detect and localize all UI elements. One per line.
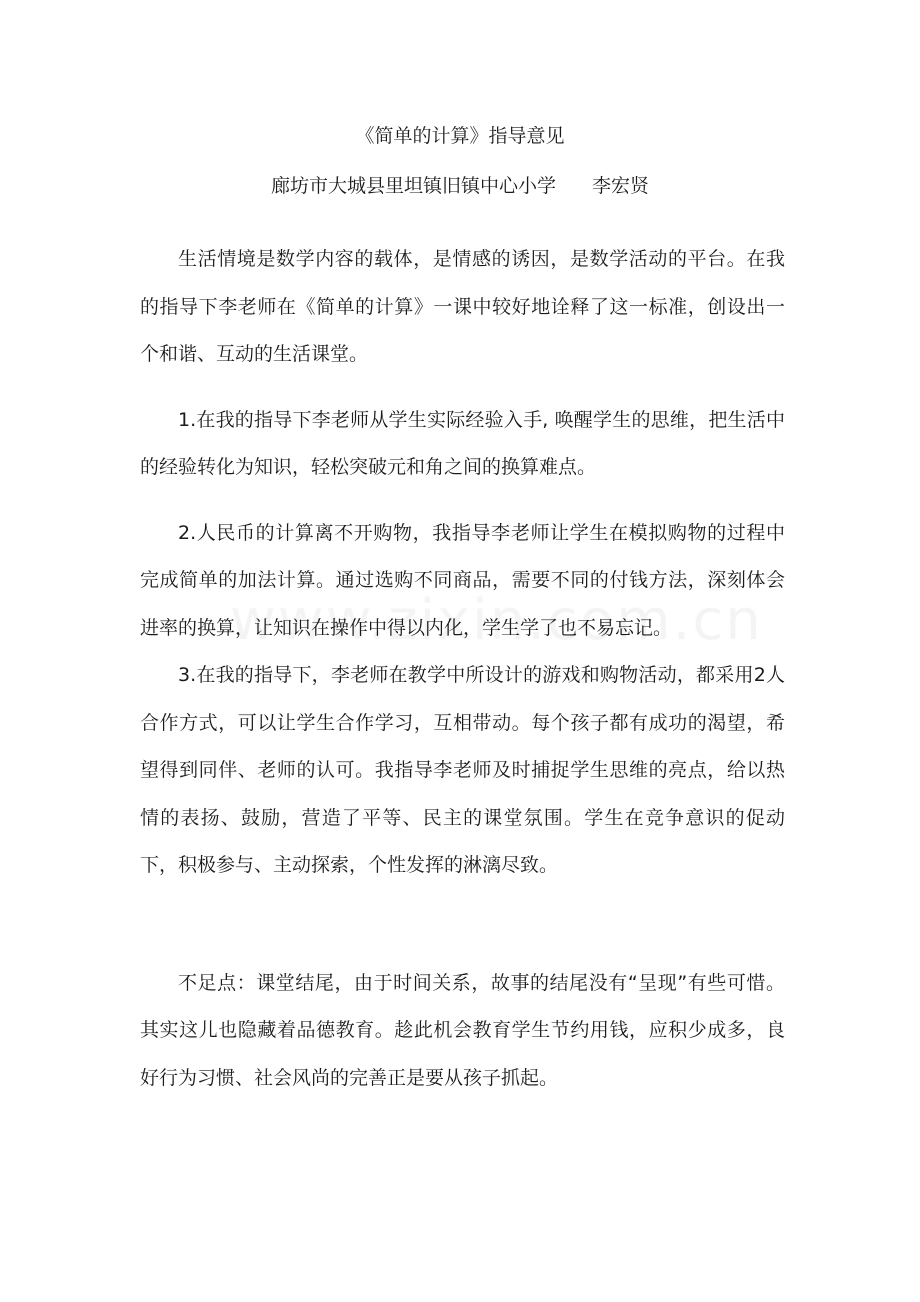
document-body — [140, 236, 785, 1102]
document-title: 《简单的计算》指导意见 — [355, 125, 565, 147]
school-name: 廊坊市大城县里坦镇旧镇中心小学 — [270, 175, 556, 197]
byline — [0, 170, 920, 202]
point-1-paragraph: 1.在我的指导下李老师从学生实际经验入手, 唤醒学生的思维，把生活中的经验转化为知识，轻松突破元和角之间的换算难点。 — [140, 408, 785, 478]
author-name: 李宏贤 — [592, 175, 650, 197]
shortcoming-paragraph: 不足点：课堂结尾，由于时间关系，故事的结尾没有“呈现”有些可惜。其实这儿也隐藏着品德教育。趁此机会教育学生节约用钱，应积少成多，良好行为习惯、社会风尚的完善正是要从孩子抓起。 — [140, 971, 785, 1089]
point-3-paragraph: 3.在我的指导下，李老师在教学中所设计的游戏和购物活动，都采用2人合作方式，可以让学生合作学习，互相带动。每个孩子都有成功的渴望，希望得到同伴、老师的认可。我指导李老师及时捕捉学生思维的亮点，给以热情的表扬、鼓励，营造了平等、民主的课堂氛围。学生在竞争意识的促动下，积极参与、主动探索，个性发挥的淋漓尽致。 — [140, 664, 785, 876]
intro-paragraph: 生活情境是数学内容的载体，是情感的诱因，是数学活动的平台。在我的指导下李老师在《简单的计算》一课中较好地诠释了这一标准，创设出一个和谐、互动的生活课堂。 — [140, 248, 785, 365]
point-2-paragraph: 2.人民币的计算离不开购物，我指导李老师让学生在模拟购物的过程中完成简单的加法计算。通过选购不同商品，需要不同的付钱方法，深刻体会进率的换算，让知识在操作中得以内化，学生学了也不易忘记。 — [140, 521, 785, 639]
